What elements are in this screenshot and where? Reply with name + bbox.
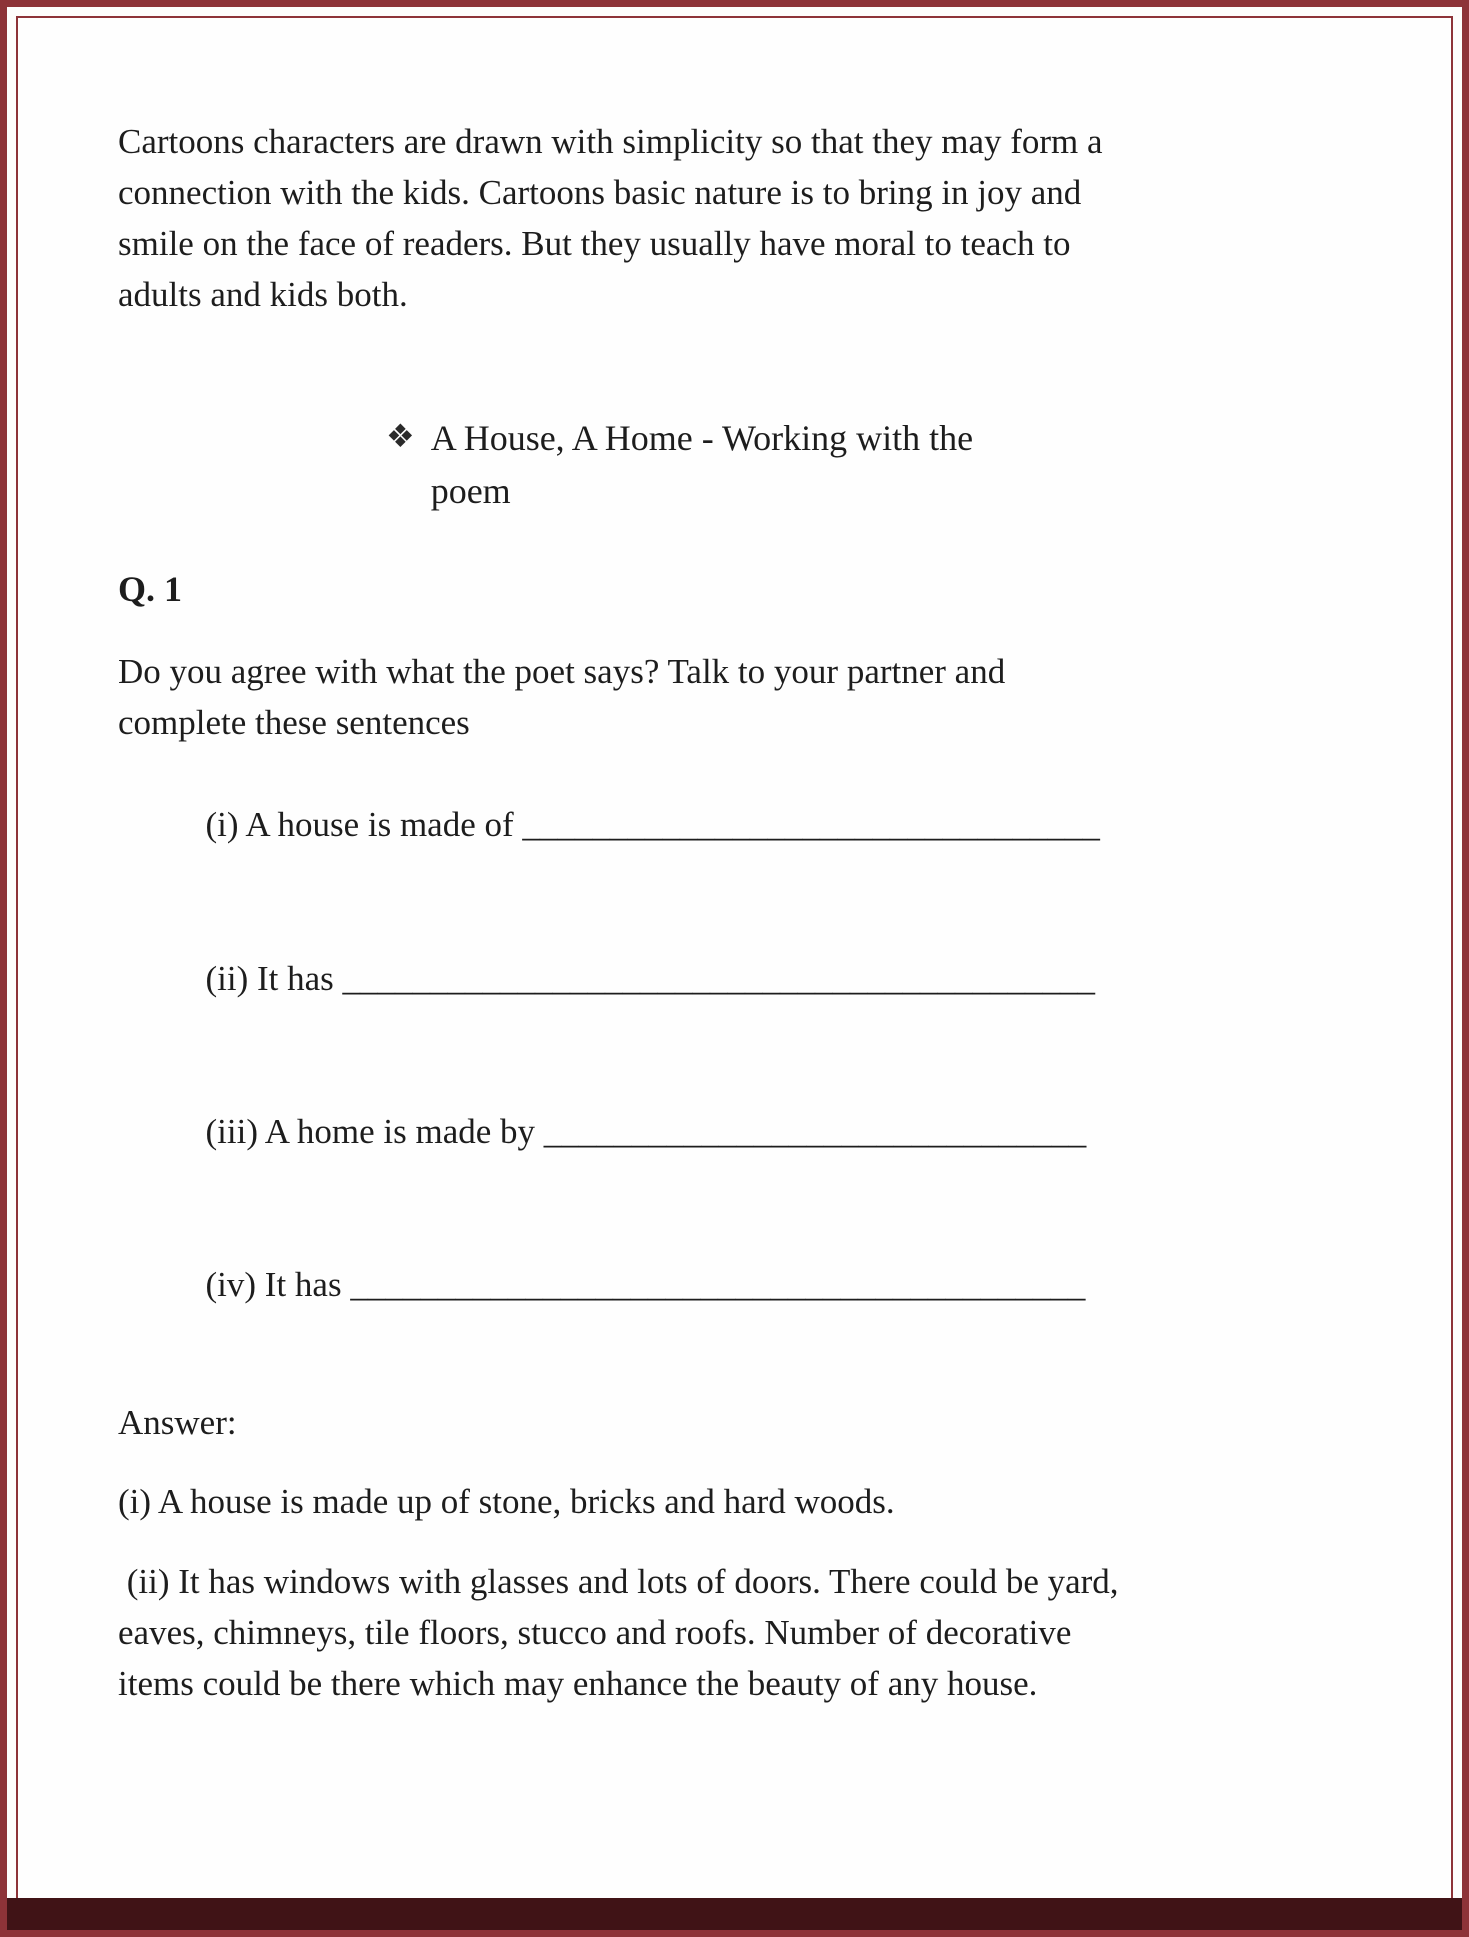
blank-label: (ii) It has (205, 958, 343, 998)
page-content (118, 116, 1331, 1709)
page-inner-frame (16, 16, 1453, 1921)
blank-underline: __________________________________________ (350, 1265, 1086, 1305)
fill-blank-line-2 (118, 901, 1331, 1054)
blank-label: (iii) A home is made by (205, 1111, 544, 1151)
section-heading (386, 412, 1331, 517)
question-prompt: Do you agree with what the poet says? Talk to your partner and complete these sentences (118, 652, 1006, 743)
diamond-bullet-icon: ❖ (386, 418, 415, 455)
answer-paragraph-2: (ii) It has windows with glasses and lots of doors. There could be yard, eaves, chimneys, tile floors, stucco and roofs. Number of decorative items could be there which may enhance the beauty of any house. (118, 1561, 1128, 1703)
intro-paragraph: Cartoons characters are drawn with simplicity so that they may form a connection with the kids. Cartoons basic nature is to bring in joy and smile on the face of readers. But they usually have moral to teach to adults and kids both. (118, 122, 1103, 315)
blank-underline: _______________________________ (543, 1111, 1087, 1151)
blank-label: (i) A house is made of (205, 805, 523, 845)
section-heading-text: A House, A Home - Working with the poem (430, 418, 974, 511)
answer-paragraph-1: (i) A house is made up of stone, bricks and hard woods. (118, 1482, 895, 1522)
blank-underline: _________________________________ (522, 805, 1100, 845)
fill-blank-line-3 (118, 1055, 1331, 1208)
blank-label: (iv) It has (205, 1265, 351, 1305)
page-bottom-edge (7, 1898, 1462, 1930)
answer-label: Answer: (118, 1403, 237, 1443)
fill-blank-line-1 (118, 748, 1331, 901)
question-block (118, 646, 1331, 1361)
question-number: Q. 1 (118, 569, 183, 610)
fill-blank-line-4 (118, 1208, 1331, 1361)
blank-underline: ___________________________________________ (342, 958, 1096, 998)
